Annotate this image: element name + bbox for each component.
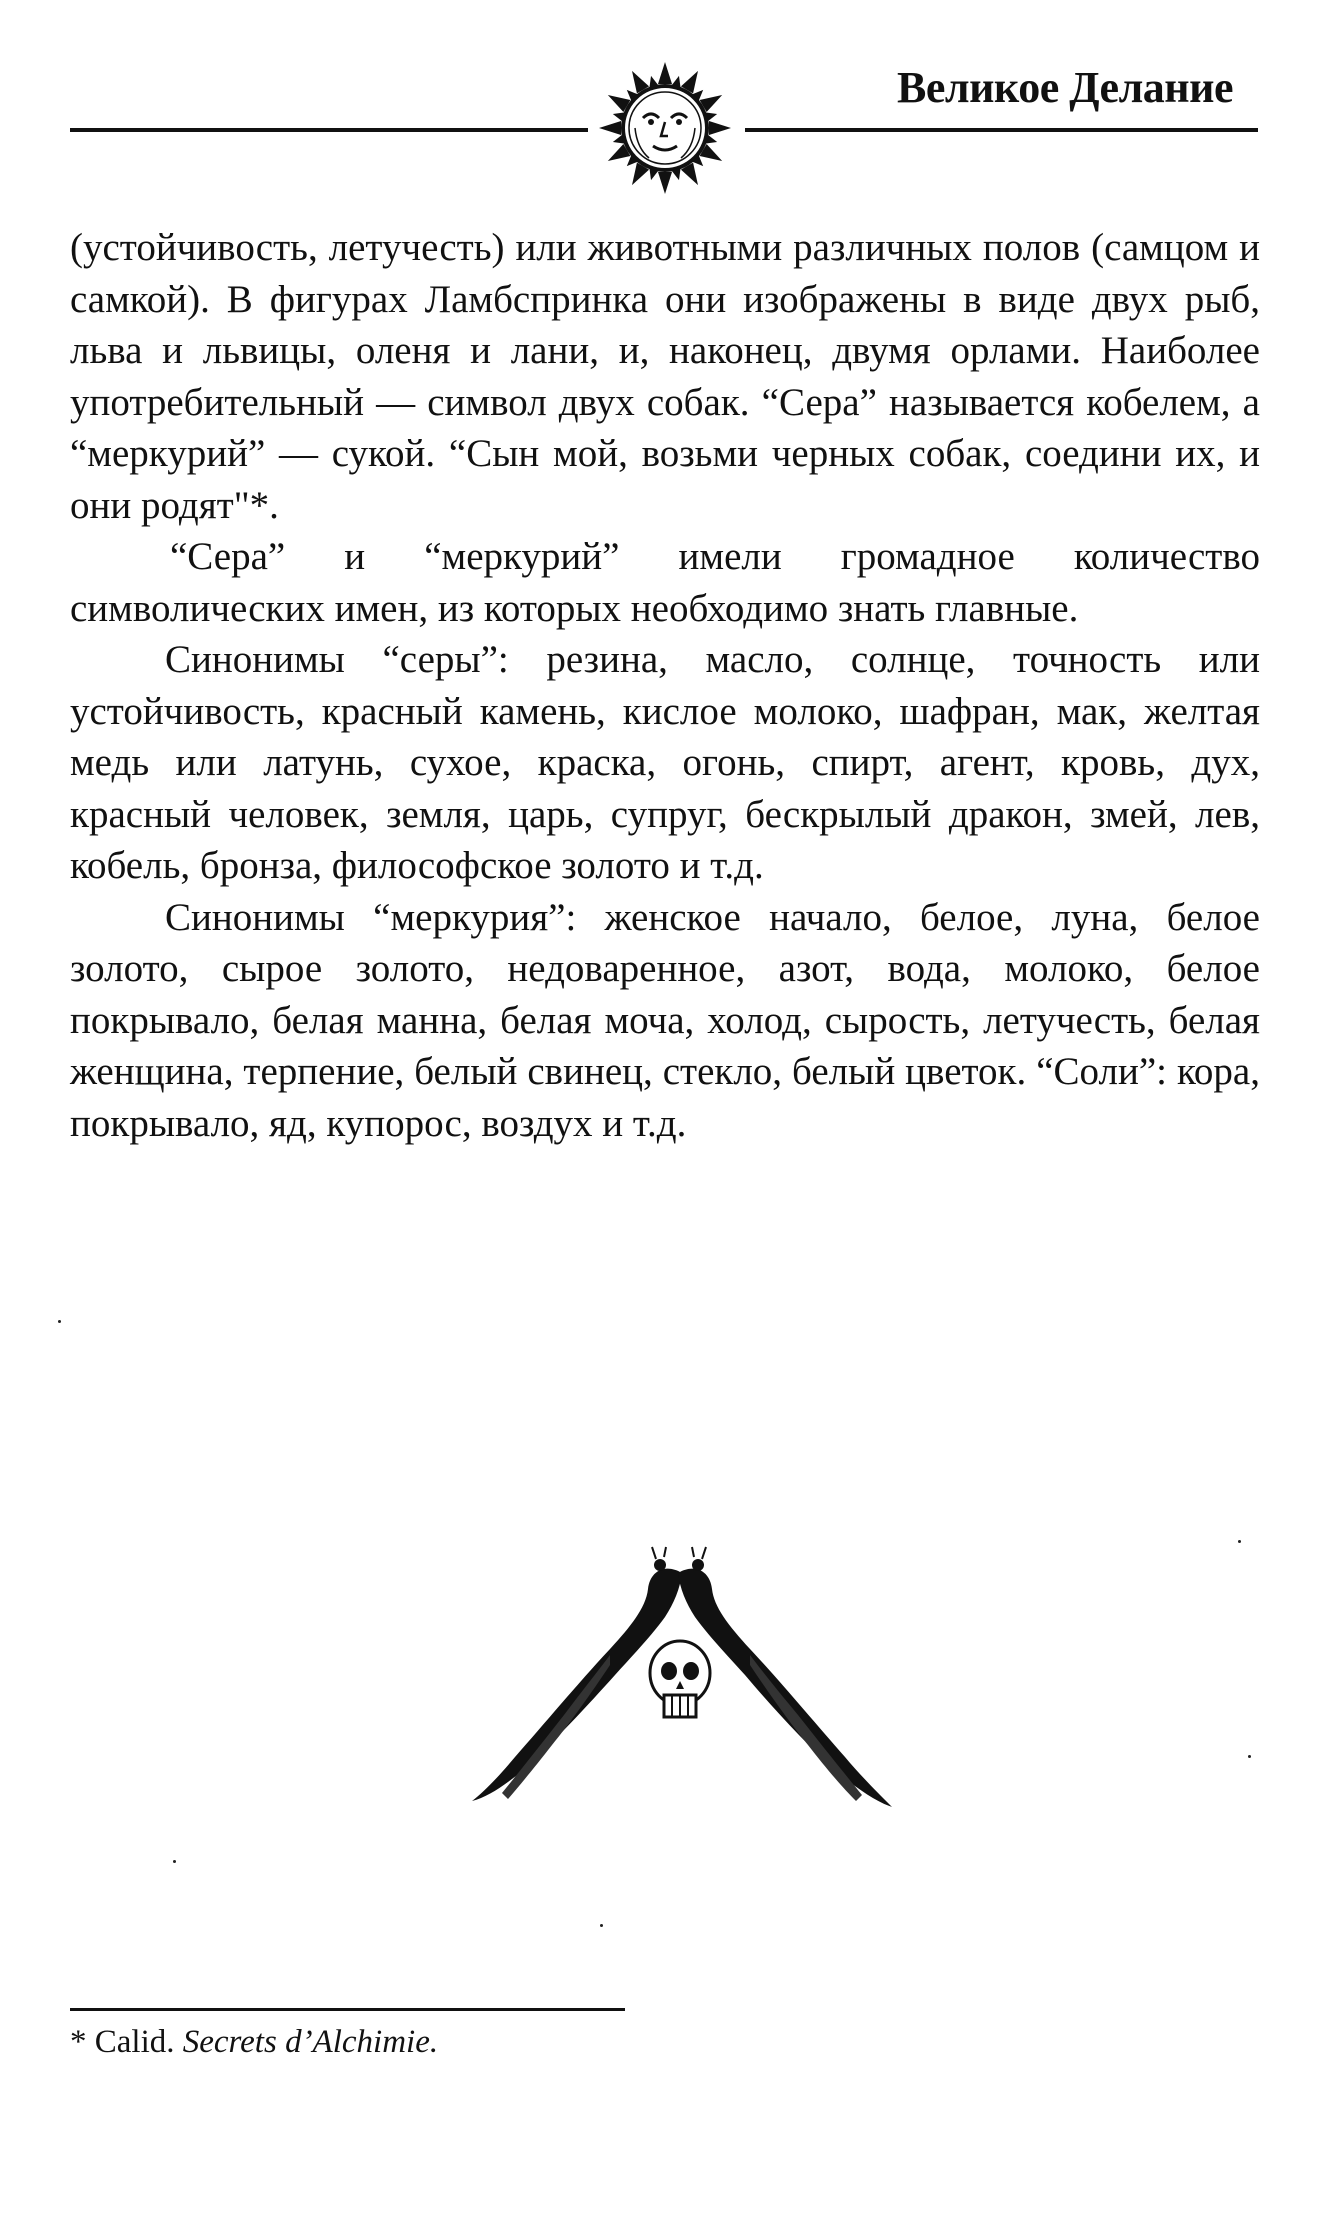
running-title: Великое Делание: [897, 63, 1233, 112]
header-rule-left: [70, 128, 588, 132]
sun-face-icon: [595, 58, 735, 198]
footnote: [70, 2022, 438, 2062]
paragraph-2: “Сера” и “меркурий” имели громадное количество символических имен, из которых необходимо знать главные.: [70, 535, 1260, 630]
footnote-rule: [70, 2008, 625, 2011]
peacocks-with-skull-icon: [460, 1545, 900, 1835]
page-header: [0, 0, 1328, 200]
print-speck: [173, 1860, 176, 1863]
body-text: [70, 222, 1260, 1149]
footnote-marker: *: [70, 2024, 87, 2060]
paragraph-4: Синонимы “меркурия”: женское начало, белое, луна, белое золото, сырое золото, недоваренное, азот, вода, молоко, белое покрывало, белая манна, белая моча, холод, сырость, летучесть, белая женщина, терпение, белый свинец, стекло, белый цветок. “Соли”: кора, покрывало, яд, купорос, воздух и т.д.: [70, 895, 1260, 1145]
print-speck: [1248, 1755, 1251, 1758]
print-speck: [58, 1320, 61, 1323]
print-speck: [1238, 1540, 1241, 1543]
footnote-source: Secrets d’Alchimie.: [182, 2024, 439, 2060]
footnote-author: Calid.: [94, 2024, 175, 2060]
paragraph-1: (устойчивость, летучесть) или животными различных полов (самцом и самкой). В фигурах Ламбспринка они изображены в виде двух рыб, льва и львицы, оленя и лани, и, наконец, двумя орлами. Наиболее употребительный — символ двух собак. “Сера” называется кобелем, а “меркурий” — сукой. “Сын мой, возьми черных собак, соедини их, и они родят"*.: [70, 226, 1260, 527]
paragraph-3: Синонимы “серы”: резина, масло, солнце, точность или устойчивость, красный камень, кислое молоко, шафран, мак, желтая медь или латунь, сухое, краска, огонь, спирт, агент, кровь, дух, красный человек, земля, царь, супруг, бескрылый дракон, змей, лев, кобель, бронза, философское золото и т.д.: [70, 638, 1260, 887]
header-rule-right: [745, 128, 1258, 132]
print-speck: [600, 1924, 603, 1927]
